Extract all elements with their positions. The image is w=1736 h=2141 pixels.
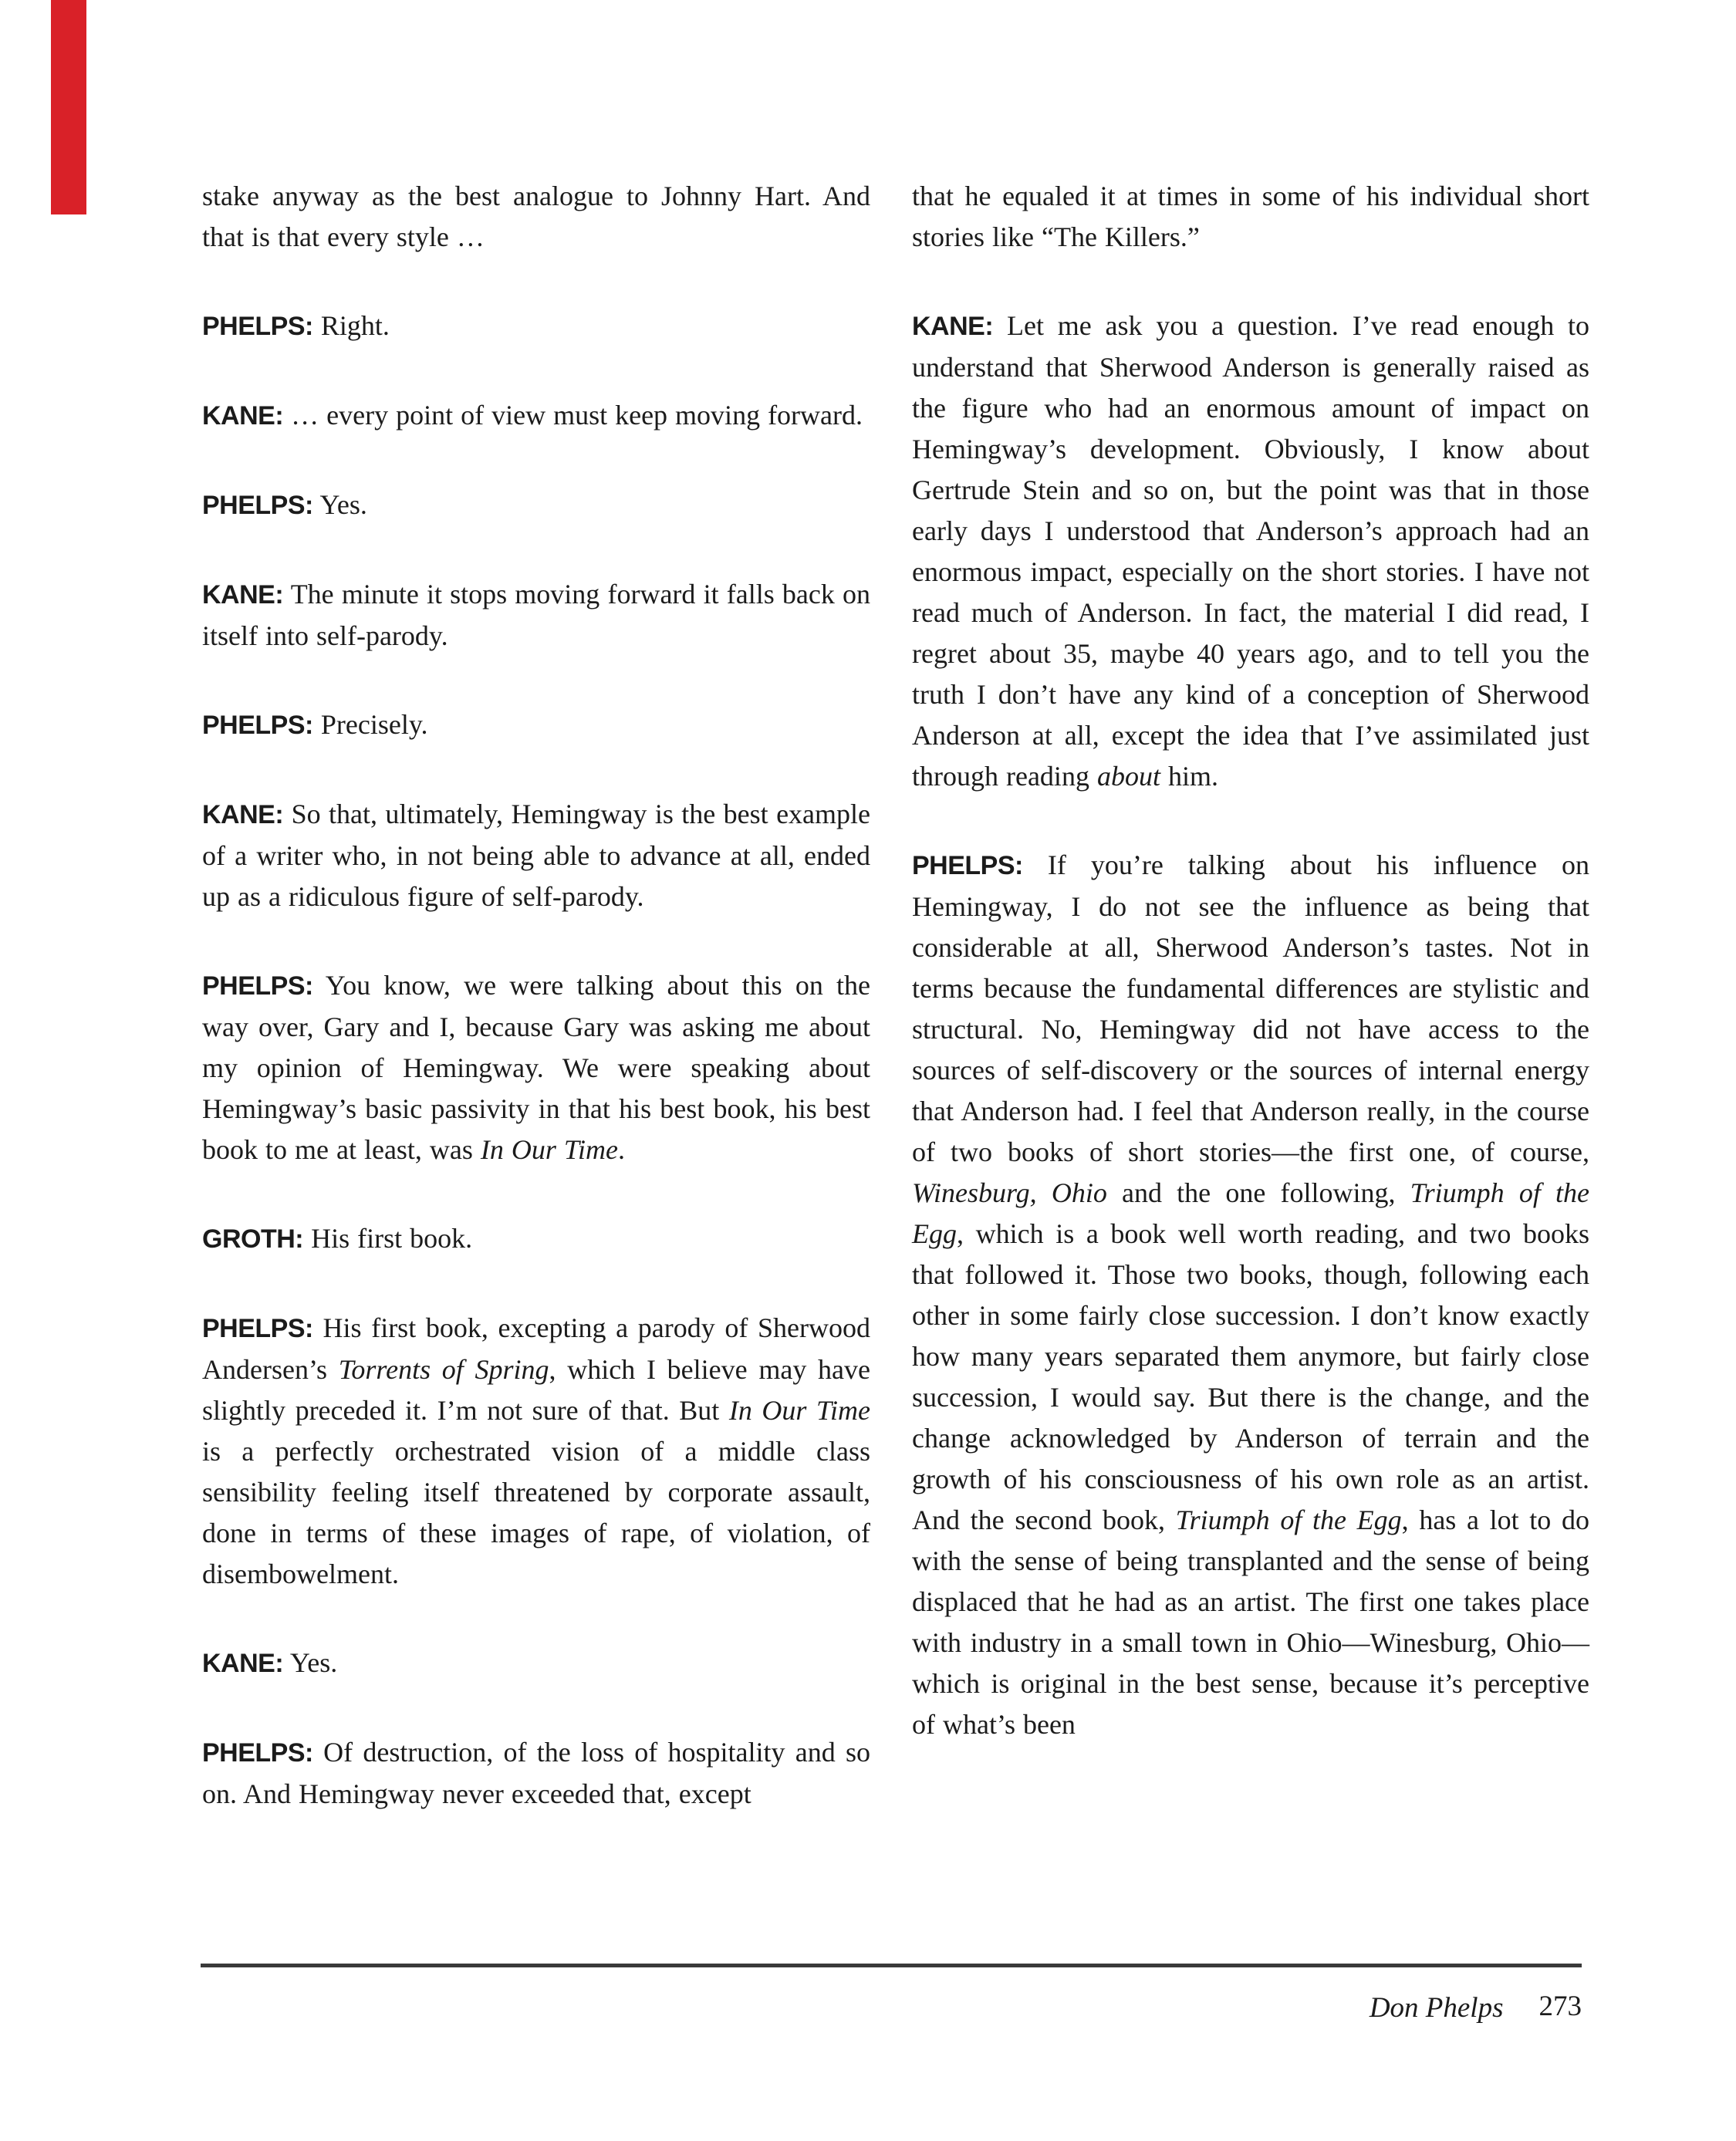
speaker-label: KANE: xyxy=(912,312,994,341)
dialogue-paragraph: KANE: The minute it stops moving forward it falls back on itself into self-parody. xyxy=(202,579,870,651)
footer-rule xyxy=(201,1964,1582,1967)
speaker-label: PHELPS: xyxy=(202,1314,313,1343)
italic-text: Torrents of Spring xyxy=(338,1354,549,1385)
speaker-label: PHELPS: xyxy=(202,491,313,520)
red-edge-tab xyxy=(51,0,86,214)
dialogue-paragraph: PHELPS: His first book, excepting a parody of Sherwood Andersen’s Torrents of Spring, which I believe may have slightly preceded it. I’m not sure of that. But In Our Time is a perfectly orchestrated vision of a middle class sensibility feeling itself threatened by corporate assault, done in terms of these images of rape, of violation, of disembowelment. xyxy=(202,1312,871,1589)
speaker-label: KANE: xyxy=(202,1649,284,1678)
italic-text: In Our Time xyxy=(728,1395,870,1426)
speaker-label: PHELPS: xyxy=(202,711,313,740)
dialogue-paragraph: KANE: So that, ultimately, Hemingway is the best example of a writer who, in not being able to advance at all, ended up as a ridiculous figure of self-parody. xyxy=(202,799,871,912)
dialogue-paragraph: PHELPS: Yes. xyxy=(202,489,367,520)
dialogue-paragraph: KANE: Let me ask you a question. I’ve read enough to understand that Sherwood Anderson is generally raised as the figure who had an enormous amount of impact on Hemingway’s development. Obviously, I know about Gertrude Stein and so on, but the point was that in those early days I understood that Anderson’s approach had an enormous impact, especially on the short stories. I have not read much of Anderson. In fact, the material I did read, I regret about 35, maybe 40 years ago, and to tell you the truth I don’t have any kind of a conception of Sherwood Anderson at all, except the idea that I’ve assimilated just through reading about him. xyxy=(912,310,1590,792)
italic-text: about xyxy=(1096,761,1160,792)
text-column-left xyxy=(202,176,870,1815)
italic-text: In Our Time xyxy=(480,1134,618,1165)
dialogue-paragraph: KANE: Yes. xyxy=(202,1647,338,1678)
speaker-label: KANE: xyxy=(202,401,284,431)
speaker-label: PHELPS: xyxy=(912,851,1023,880)
speaker-label: KANE: xyxy=(202,800,284,829)
italic-text: Winesburg, Ohio xyxy=(912,1177,1107,1208)
dialogue-paragraph: KANE: … every point of view must keep moving forward. xyxy=(202,400,863,431)
dialogue-paragraph: PHELPS: Of destruction, of the loss of hospitality and so on. And Hemingway never exceeded that, except xyxy=(202,1737,870,1809)
running-title: Don Phelps xyxy=(1369,1992,1504,2024)
speaker-label: GROTH: xyxy=(202,1224,304,1254)
speaker-label: PHELPS: xyxy=(202,1738,313,1768)
speaker-label: KANE: xyxy=(202,580,284,610)
speaker-label: PHELPS: xyxy=(202,971,313,1001)
dialogue-paragraph: PHELPS: If you’re talking about his influence on Hemingway, I do not see the influence as being that considerable at all, Sherwood Anderson’s tastes. Not in terms because the fundamental differences are stylistic and structural. No, Hemingway did not have access to the sources of self-discovery or the sources of internal energy that Anderson had. I feel that Anderson really, in the course of two books of short stories—the first one, of course, Winesburg, Ohio and the one following, Triumph of the Egg, which is a book well worth reading, and two books that followed it. Those two books, though, following each other in some fairly close succession. I don’t know exactly how many years separated them anymore, but fairly close succession, I would say. But there is the change, and the change acknowledged by Anderson of terrain and the growth of his consciousness of his own role as an artist. And the second book, Triumph of the Egg, has a lot to do with the sense of being transplanted and the sense of being displaced that he had as an artist. The first one takes place with industry in a small town in Ohio—Winesburg, Ohio—which is original in the best sense, because it’s perceptive of what’s been xyxy=(912,849,1589,1740)
page-number: 273 xyxy=(1538,1991,1582,2022)
dialogue-paragraph: that he equaled it at times in some of his individual short stories like “The Killers.” xyxy=(912,181,1589,252)
italic-text: Triumph of the Egg xyxy=(1175,1504,1402,1535)
dialogue-paragraph: PHELPS: You know, we were talking about this on the way over, Gary and I, because Gary was asking me about my opinion of Hemingway. We were speaking about Hemingway’s basic passivity in that his best book, his best book to me at least, was In Our Time. xyxy=(202,970,870,1165)
speaker-label: PHELPS: xyxy=(202,312,313,341)
dialogue-paragraph: PHELPS: Precisely. xyxy=(202,709,428,740)
dialogue-paragraph: PHELPS: Right. xyxy=(202,310,390,341)
dialogue-paragraph: GROTH: His first book. xyxy=(202,1223,473,1254)
dialogue-paragraph: stake anyway as the best analogue to Johnny Hart. And that is that every style … xyxy=(202,181,870,252)
text-column-right xyxy=(912,176,1589,1745)
footer xyxy=(201,1991,1582,2026)
italic-text: Triumph of the Egg xyxy=(912,1177,1589,1249)
